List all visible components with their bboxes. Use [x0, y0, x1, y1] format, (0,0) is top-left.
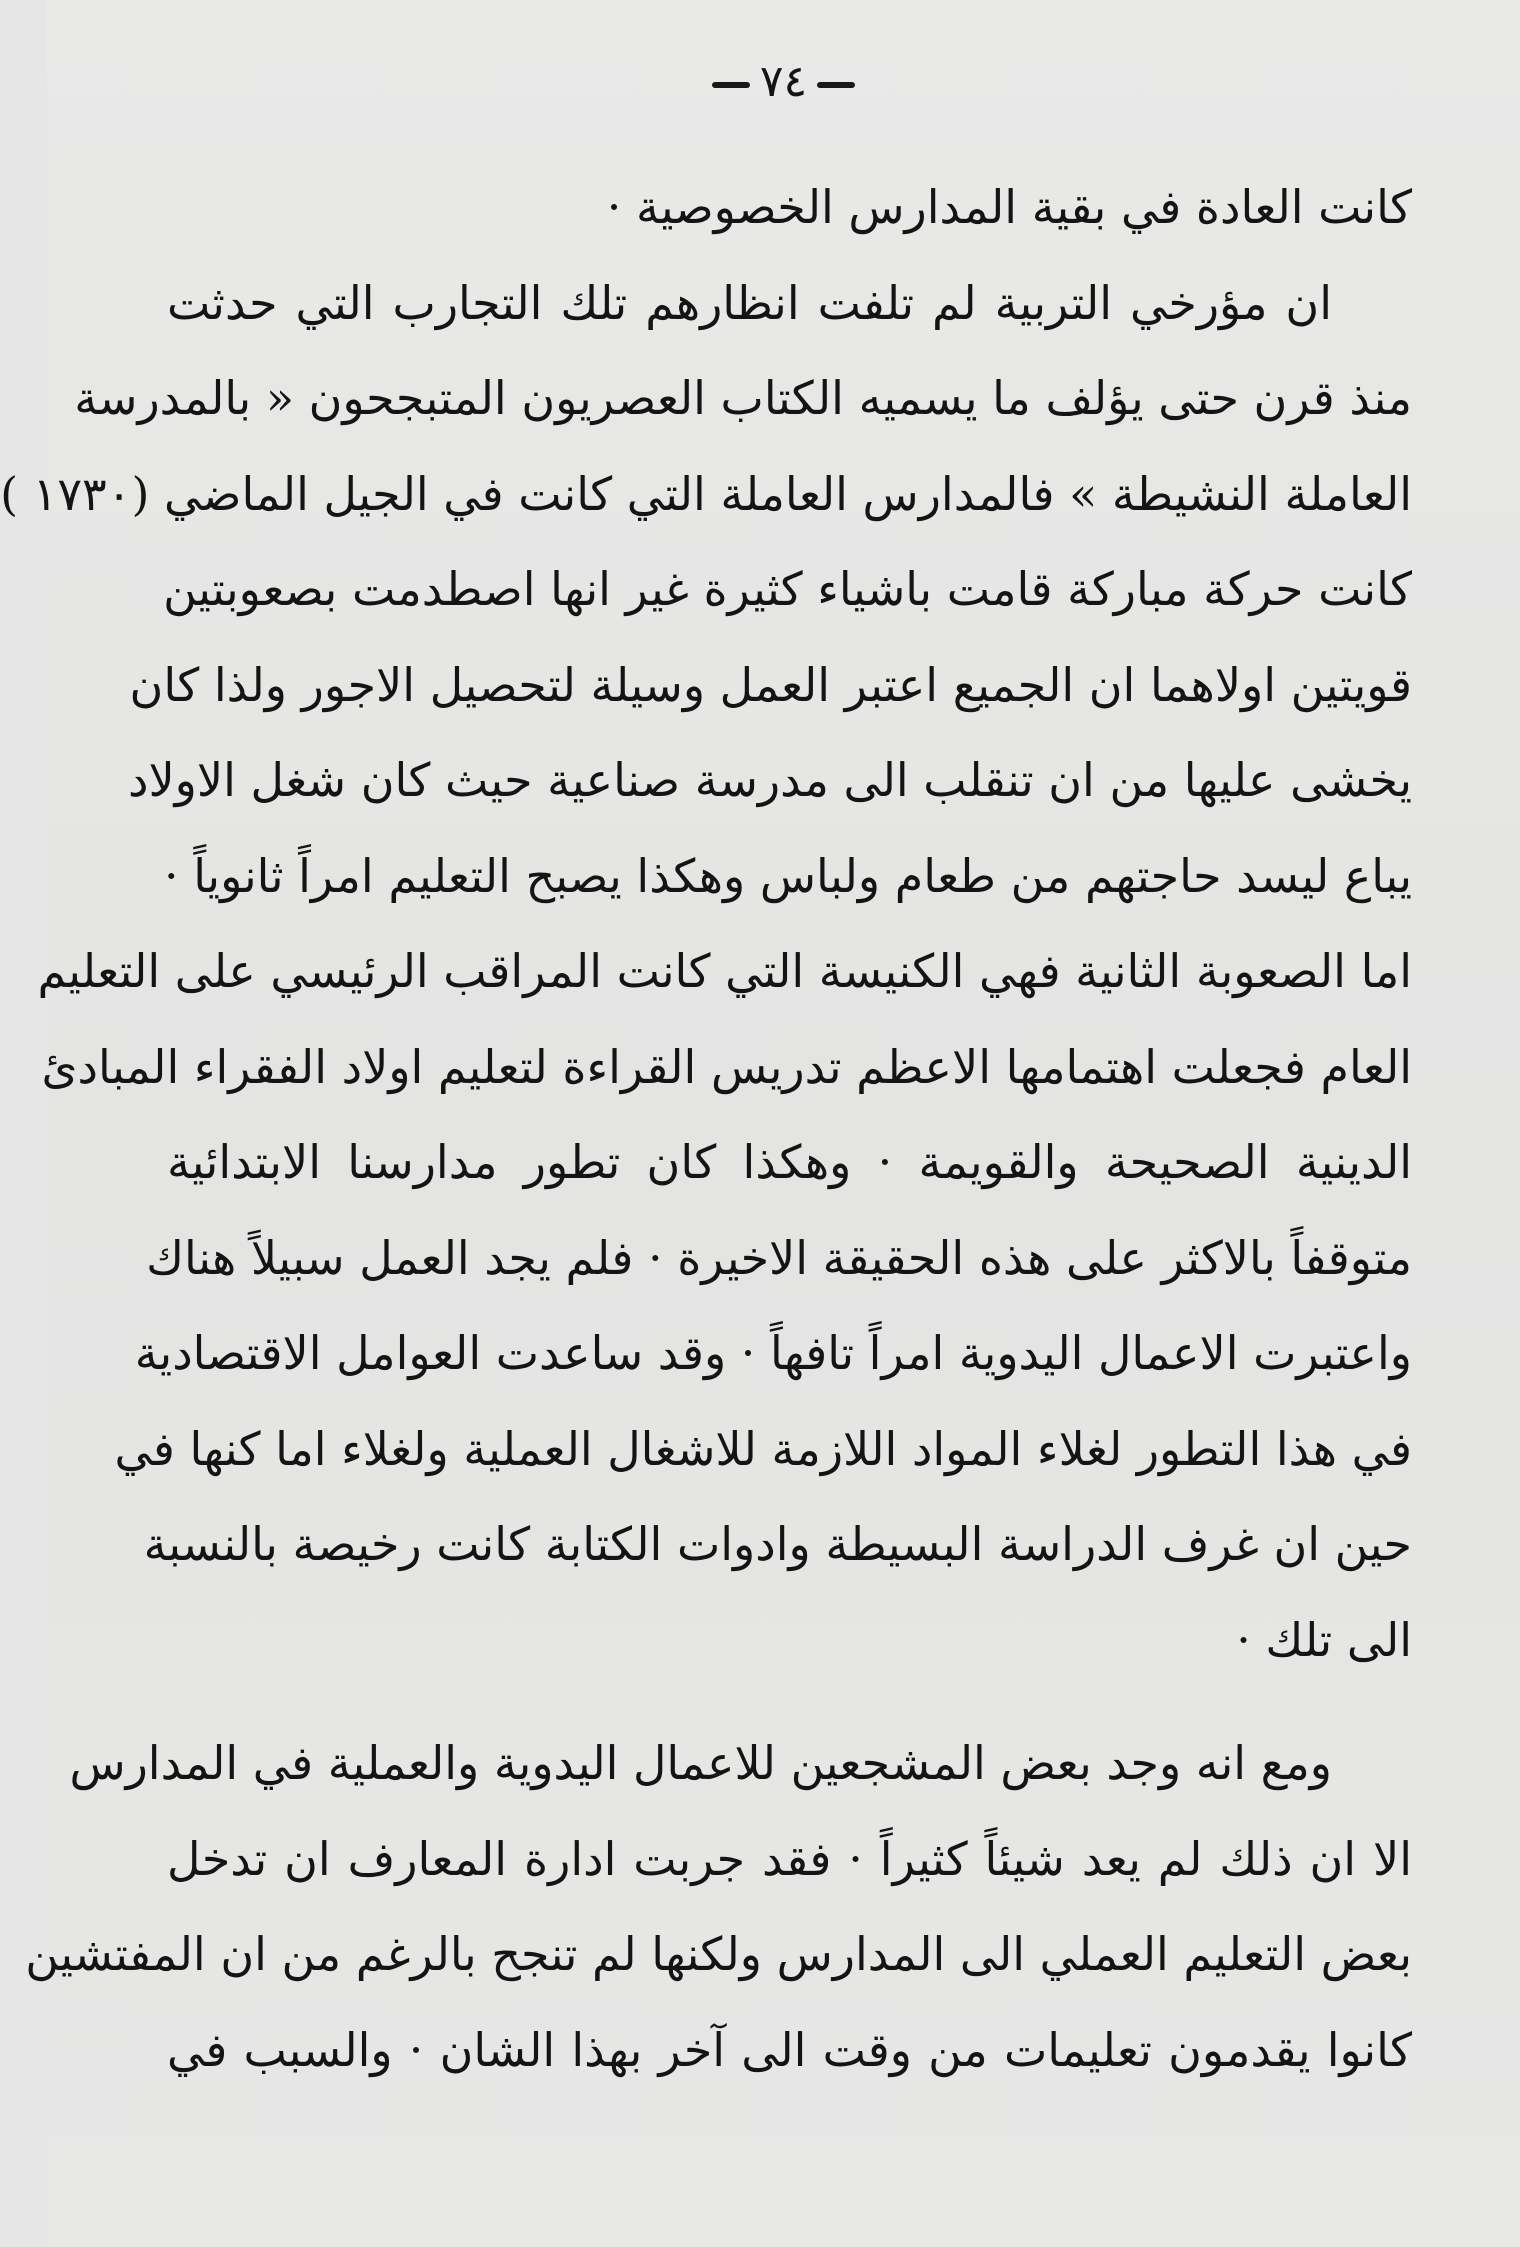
text-line: حين ان غرف الدراسة البسيطة وادوات الكتابة كانت رخيصة بالنسبة	[143, 1517, 1412, 1571]
body-text	[0, 160, 1412, 2098]
text-line: قويتين اولاهما ان الجميع اعتبر العمل وسيلة لتحصيل الاجور ولذا كان	[129, 657, 1412, 712]
text-line: كانوا يقدمون تعليمات من وقت الى آخر بهذا الشان · والسبب في	[167, 2022, 1412, 2077]
text-line: ان مؤرخي التربية لم تلفت انظارهم تلك التجارب التي حدثت	[167, 275, 1332, 330]
page-number-dash-right	[817, 82, 855, 88]
text-line: الى تلك ·	[1236, 1612, 1412, 1667]
page-number	[47, 52, 1520, 112]
text-line: بعض التعليم العملي الى المدارس ولكنها لم تنجح بالرغم من ان المفتشين	[25, 1927, 1412, 1981]
text-line: كانت العادة في بقية المدارس الخصوصية ·	[606, 180, 1412, 234]
text-line: كانت حركة مباركة قامت باشياء كثيرة غير انها اصطدمت بصعوبتين	[163, 562, 1412, 616]
page-number-value: ٧٤	[759, 56, 808, 107]
text-line: العاملة النشيطة » فالمدارس العاملة التي كانت في الجيل الماضي (١٧٣٠ )	[0, 466, 1412, 521]
page-number-dash-left	[712, 82, 750, 88]
text-line: يخشى عليها من ان تنقلب الى مدرسة صناعية حيث كان شغل الاولاد	[127, 753, 1412, 807]
text-line: منذ قرن حتى يؤلف ما يسميه الكتاب العصريون المتبجحون « بالمدرسة	[74, 371, 1412, 425]
text-line: الدينية الصحيحة والقويمة · وهكذا كان تطور مدارسنا الابتدائية	[167, 1135, 1412, 1189]
text-line: متوقفاً بالاكثر على هذه الحقيقة الاخيرة · فلم يجد العمل سبيلاً هناك	[146, 1230, 1412, 1285]
text-line: اما الصعوبة الثانية فهي الكنيسة التي كانت المراقب الرئيسي على التعليم	[37, 944, 1412, 998]
text-line: في هذا التطور لغلاء المواد اللازمة للاشغال العملية ولغلاء اما كنها في	[114, 1421, 1412, 1476]
text-line: يباع ليسد حاجتهم من طعام ولباس وهكذا يصبح التعليم امراً ثانوياً ·	[164, 848, 1412, 903]
text-line: العام فجعلت اهتمامها الاعظم تدريس القراءة لتعليم اولاد الفقراء المبادئ	[41, 1039, 1412, 1094]
text-line: الا ان ذلك لم يعد شيئاً كثيراً · فقد جربت ادارة المعارف ان تدخل	[167, 1831, 1412, 1886]
text-line: ومع انه وجد بعض المشجعين للاعمال اليدوية والعملية في المدارس	[69, 1736, 1332, 1790]
text-line: واعتبرت الاعمال اليدوية امراً تافهاً · وقد ساعدت العوامل الاقتصادية	[134, 1326, 1412, 1380]
paragraph-gap	[167, 1688, 1412, 1716]
